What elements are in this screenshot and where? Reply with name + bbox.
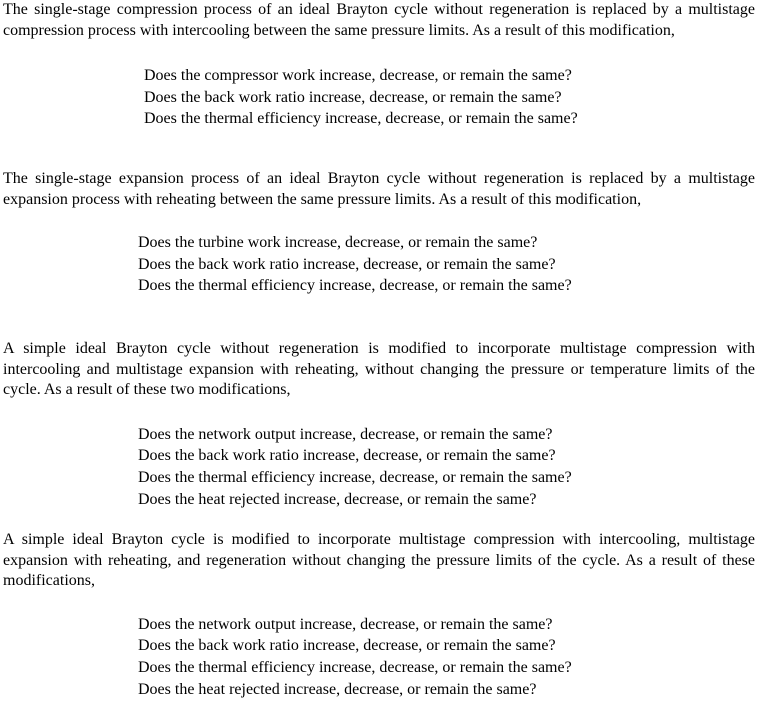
question-item: Does the network output increase, decrease, or remain the same? bbox=[138, 425, 553, 443]
question-item: Does the thermal efficiency increase, decrease, or remain the same? bbox=[138, 468, 572, 486]
problem-3 bbox=[3, 339, 755, 510]
question-item: Does the back work ratio increase, decrease, or remain the same? bbox=[144, 88, 562, 106]
problem-3-questions bbox=[3, 424, 755, 511]
question-item: Does the heat rejected increase, decrease, or remain the same? bbox=[138, 490, 537, 508]
question-item: Does the thermal efficiency increase, decrease, or remain the same? bbox=[144, 110, 578, 128]
question-item: Does the turbine work increase, decrease, or remain the same? bbox=[138, 234, 538, 251]
problem-2-intro: The single-stage expansion process of an ideal Brayton cycle without regeneration is replaced by a multistage expansion process with reheating between the same pressure limits. As a result of this modification, bbox=[3, 170, 755, 208]
question-item: Does the back work ratio increase, decrease, or remain the same? bbox=[138, 637, 556, 655]
problem-2-questions bbox=[3, 232, 755, 297]
question-item: Does the network output increase, decrease, or remain the same? bbox=[138, 615, 553, 633]
question-item: Does the back work ratio increase, decrease, or remain the same? bbox=[138, 447, 556, 465]
question-item: Does the back work ratio increase, decrease, or remain the same? bbox=[138, 255, 556, 273]
problem-1-questions bbox=[3, 65, 755, 130]
problem-1-intro: The single-stage compression process of an ideal Brayton cycle without regeneration is replaced by a multistage compression process with intercooling between the same pressure limits. As a result of this modification, bbox=[3, 1, 755, 39]
question-item: Does the heat rejected increase, decrease, or remain the same? bbox=[138, 680, 537, 698]
problem-4-questions bbox=[3, 614, 755, 701]
question-item: Does the compressor work increase, decrease, or remain the same? bbox=[144, 67, 572, 84]
question-item: Does the thermal efficiency increase, decrease, or remain the same? bbox=[138, 658, 572, 676]
question-item: Does the thermal efficiency increase, decrease, or remain the same? bbox=[138, 277, 572, 295]
problem-4 bbox=[3, 530, 755, 700]
problem-1 bbox=[3, 0, 755, 130]
problem-4-intro: A simple ideal Brayton cycle is modified to incorporate multistage compression with intercooling, multistage expansion with reheating, and regeneration without changing the pressure limits of the cycle. As a result of these modifications, bbox=[3, 531, 755, 589]
problem-3-intro: A simple ideal Brayton cycle without regeneration is modified to incorporate multistage compression with intercooling and multistage expansion with reheating, without changing the pressure or temperature limits of the cycle. As a result of these two modifications, bbox=[3, 340, 755, 398]
problem-2 bbox=[3, 169, 755, 297]
